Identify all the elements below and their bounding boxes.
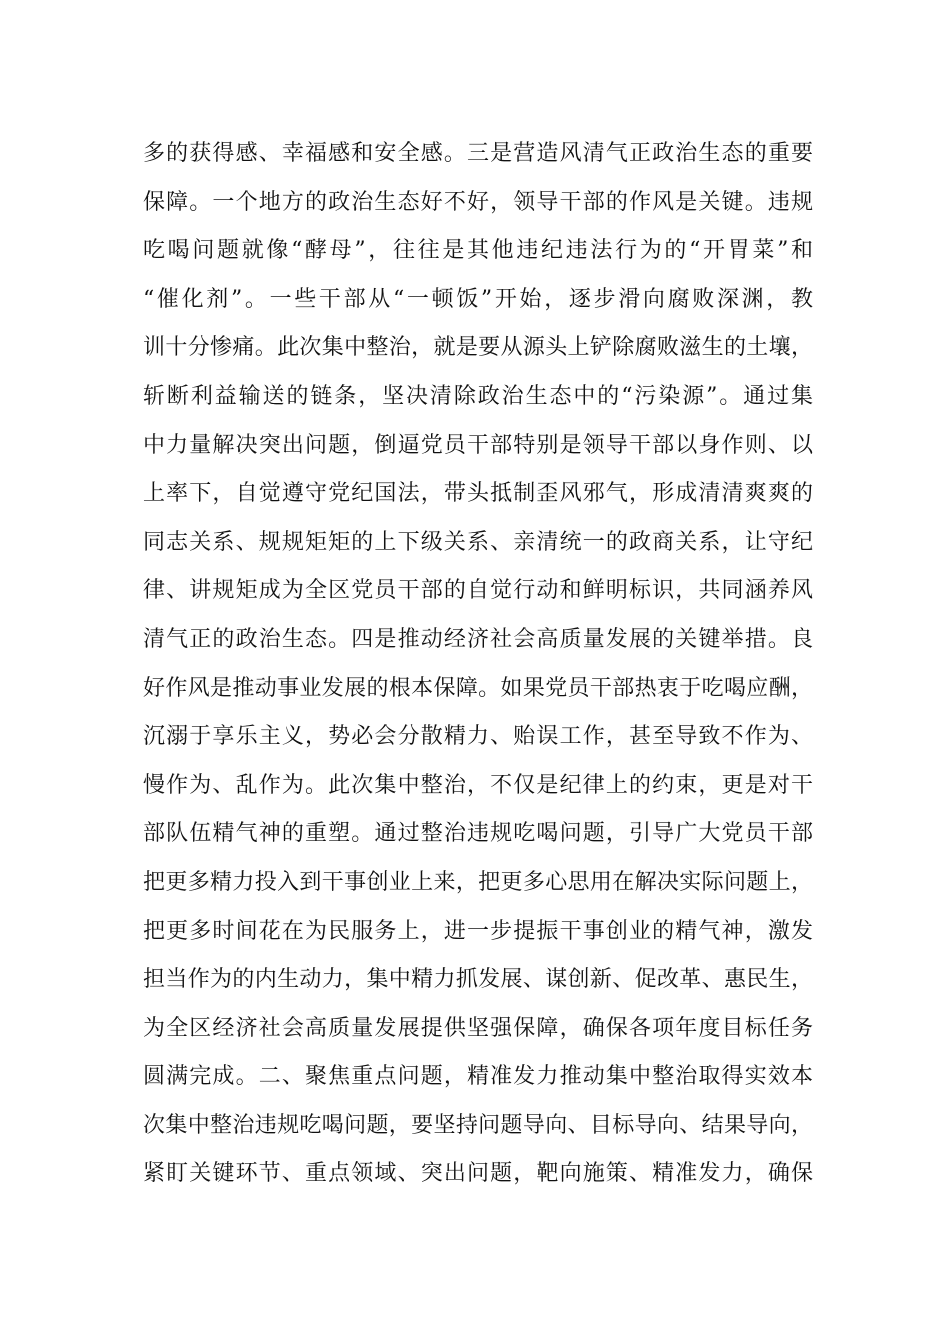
text-line: 为全区经济社会高质量发展提供坚强保障，确保各项年度目标任务 <box>143 1015 813 1041</box>
text-line: 把更多精力投入到干事创业上来，把更多心思用在解决实际问题上， <box>143 869 813 895</box>
text-line: 吃喝问题就像“酵母”，往往是其他违纪违法行为的“开胃菜”和 <box>143 238 813 264</box>
text-line: “催化剂”。一些干部从“一顿饭”开始，逐步滑向腐败深渊，教 <box>143 286 813 312</box>
text-line: 律、讲规矩成为全区党员干部的自觉行动和鲜明标识，共同涵养风 <box>143 578 813 604</box>
text-line: 多的获得感、幸福感和安全感。三是营造风清气正政治生态的重要 <box>143 141 813 166</box>
text-line: 训十分惨痛。此次集中整治，就是要从源头上铲除腐败滋生的土壤， <box>143 335 813 361</box>
text-line: 次集中整治违规吃喝问题，要坚持问题导向、目标导向、结果导向， <box>143 1112 813 1138</box>
text-line: 圆满完成。二、聚焦重点问题，精准发力推动集中整治取得实效本 <box>143 1064 813 1090</box>
text-line: 把更多时间花在为民服务上，进一步提振干事创业的精气神，激发 <box>143 918 813 944</box>
text-line: 清气正的政治生态。四是推动经济社会高质量发展的关键举措。良 <box>143 626 813 652</box>
text-line: 保障。一个地方的政治生态好不好，领导干部的作风是关键。违规 <box>143 189 813 215</box>
text-line: 中力量解决突出问题，倒逼党员干部特别是领导干部以身作则、以 <box>143 432 813 458</box>
text-line: 斩断利益输送的链条，坚决清除政治生态中的“污染源”。通过集 <box>143 383 813 409</box>
text-line: 好作风是推动事业发展的根本保障。如果党员干部热衷于吃喝应酬， <box>143 675 813 701</box>
text-line: 担当作为的内生动力，集中精力抓发展、谋创新、促改革、惠民生， <box>143 967 813 993</box>
text-line: 部队伍精气神的重塑。通过整治违规吃喝问题，引导广大党员干部 <box>143 821 813 847</box>
text-line: 紧盯关键环节、重点领域、突出问题，靶向施策、精准发力，确保 <box>143 1161 813 1187</box>
text-line: 慢作为、乱作为。此次集中整治，不仅是纪律上的约束，更是对干 <box>143 772 813 798</box>
body-text <box>143 130 813 1199</box>
text-line: 同志关系、规规矩矩的上下级关系、亲清统一的政商关系，让守纪 <box>143 529 813 555</box>
text-line: 沉溺于享乐主义，势必会分散精力、贻误工作，甚至导致不作为、 <box>143 724 813 750</box>
text-line: 上率下，自觉遵守党纪国法，带头抵制歪风邪气，形成清清爽爽的 <box>143 481 813 507</box>
